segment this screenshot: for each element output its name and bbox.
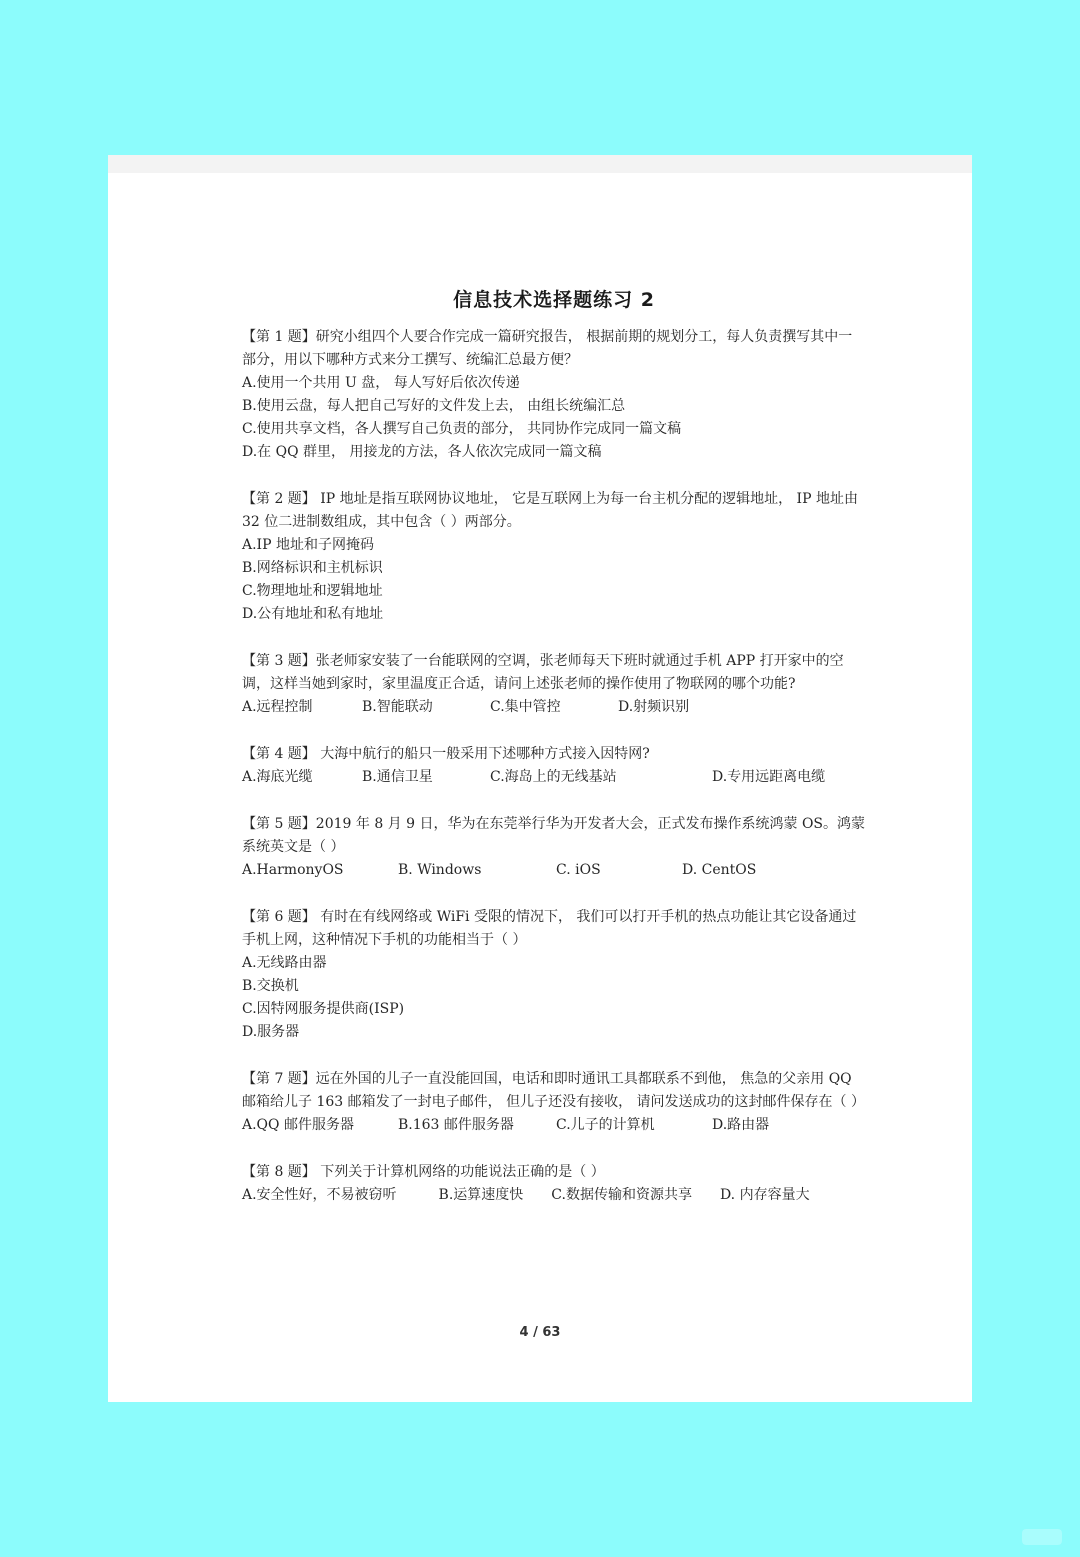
- question-text: 【第 1 题】研究小组四个人要合作完成一篇研究报告， 根据前期的规划分工，每人负责撰写其中一部分，用以下哪种方式来分工撰写、统编汇总最方便？: [242, 329, 853, 368]
- question-5: [242, 813, 866, 882]
- option-b: B.网络标识和主机标识: [242, 560, 383, 576]
- option-b: B.通信卫星: [362, 769, 433, 785]
- page-top-strip: [108, 155, 972, 173]
- option-c: C.儿子的计算机: [556, 1117, 655, 1133]
- option-c: C. iOS: [556, 862, 601, 878]
- option-d: D.公有地址和私有地址: [242, 606, 384, 622]
- option-a: A.使用一个共用 U 盘， 每人写好后依次传递: [242, 375, 520, 391]
- question-2: [242, 488, 866, 626]
- question-text: 【第 6 题】 有时在有线网络或 WiFi 受限的情况下， 我们可以打开手机的热点功能让其它设备通过手机上网，这种情况下手机的功能相当于（ ）: [242, 909, 857, 948]
- option-a: A.HarmonyOS: [242, 862, 344, 878]
- options-row: [242, 696, 866, 719]
- option-c: C.物理地址和逻辑地址: [242, 583, 383, 599]
- watermark: [1022, 1529, 1062, 1545]
- question-text: 【第 4 题】 大海中航行的船只一般采用下述哪种方式接入因特网?: [242, 746, 650, 762]
- question-7: [242, 1068, 866, 1137]
- option-b: B.163 邮件服务器: [398, 1117, 514, 1133]
- option-b: B.智能联动: [362, 699, 433, 715]
- option-a: A.无线路由器: [242, 955, 327, 971]
- option-d: D. CentOS: [682, 862, 757, 878]
- options-row: [242, 766, 866, 789]
- option-d: D.专用远距离电缆: [712, 769, 826, 785]
- question-8: [242, 1161, 866, 1207]
- question-1: [242, 326, 866, 464]
- question-4: [242, 743, 866, 789]
- option-b: B.使用云盘，每人把自己写好的文件发上去， 由组长统编汇总: [242, 398, 626, 414]
- option-d: D.射频识别: [618, 699, 690, 715]
- option-a: A.海底光缆: [242, 769, 313, 785]
- option-c: C.因特网服务提供商(ISP): [242, 1001, 405, 1017]
- option-d: D.服务器: [242, 1024, 300, 1040]
- question-3: [242, 650, 866, 719]
- option-d: D.路由器: [712, 1117, 770, 1133]
- option-a: A.QQ 邮件服务器: [242, 1117, 354, 1133]
- options-row: [242, 1114, 866, 1137]
- option-c: C.使用共享文档，各人撰写自己负责的部分， 共同协作完成同一篇文稿: [242, 421, 682, 437]
- option-b: B.交换机: [242, 978, 299, 994]
- option-c: C.海岛上的无线基站: [490, 769, 617, 785]
- document-page: [108, 155, 972, 1402]
- page-number: 4 / 63: [519, 1325, 561, 1340]
- question-text: 【第 7 题】远在外国的儿子一直没能回国，电话和即时通讯工具都联系不到他， 焦急的父亲用 QQ 邮箱给儿子 163 邮箱发了一封电子邮件， 但儿子还没有接收， 请问发送成功的这封邮件保存在（ ）: [242, 1071, 865, 1110]
- options-row: [242, 859, 866, 882]
- page-content: [242, 285, 866, 1231]
- options-line: A.安全性好，不易被窃听 B.运算速度快 C.数据传输和资源共享 D. 内存容量大: [242, 1187, 810, 1203]
- question-text: 【第 5 题】2019 年 8 月 9 日，华为在东莞举行华为开发者大会，正式发布操作系统鸿蒙 OS。鸿蒙系统英文是（ ）: [242, 816, 866, 855]
- question-text: 【第 3 题】张老师家安装了一台能联网的空调，张老师每天下班时就通过手机 APP 打开家中的空调，这样当她到家时，家里温度正合适，请问上述张老师的操作使用了物联网的哪个功能?: [242, 653, 844, 692]
- option-a: A.远程控制: [242, 699, 313, 715]
- option-b: B. Windows: [398, 862, 482, 878]
- question-text: 【第 2 题】 IP 地址是指互联网协议地址， 它是互联网上为每一台主机分配的逻辑地址， IP 地址由 32 位二进制数组成，其中包含（ ）两部分。: [242, 491, 858, 530]
- option-d: D.在 QQ 群里， 用接龙的方法，各人依次完成同一篇文稿: [242, 444, 602, 460]
- question-6: [242, 906, 866, 1044]
- option-a: A.IP 地址和子网掩码: [242, 537, 374, 553]
- option-c: C.集中管控: [490, 699, 561, 715]
- document-title: 信息技术选择题练习 2: [453, 289, 655, 311]
- question-text: 【第 8 题】 下列关于计算机网络的功能说法正确的是（ ）: [242, 1164, 605, 1180]
